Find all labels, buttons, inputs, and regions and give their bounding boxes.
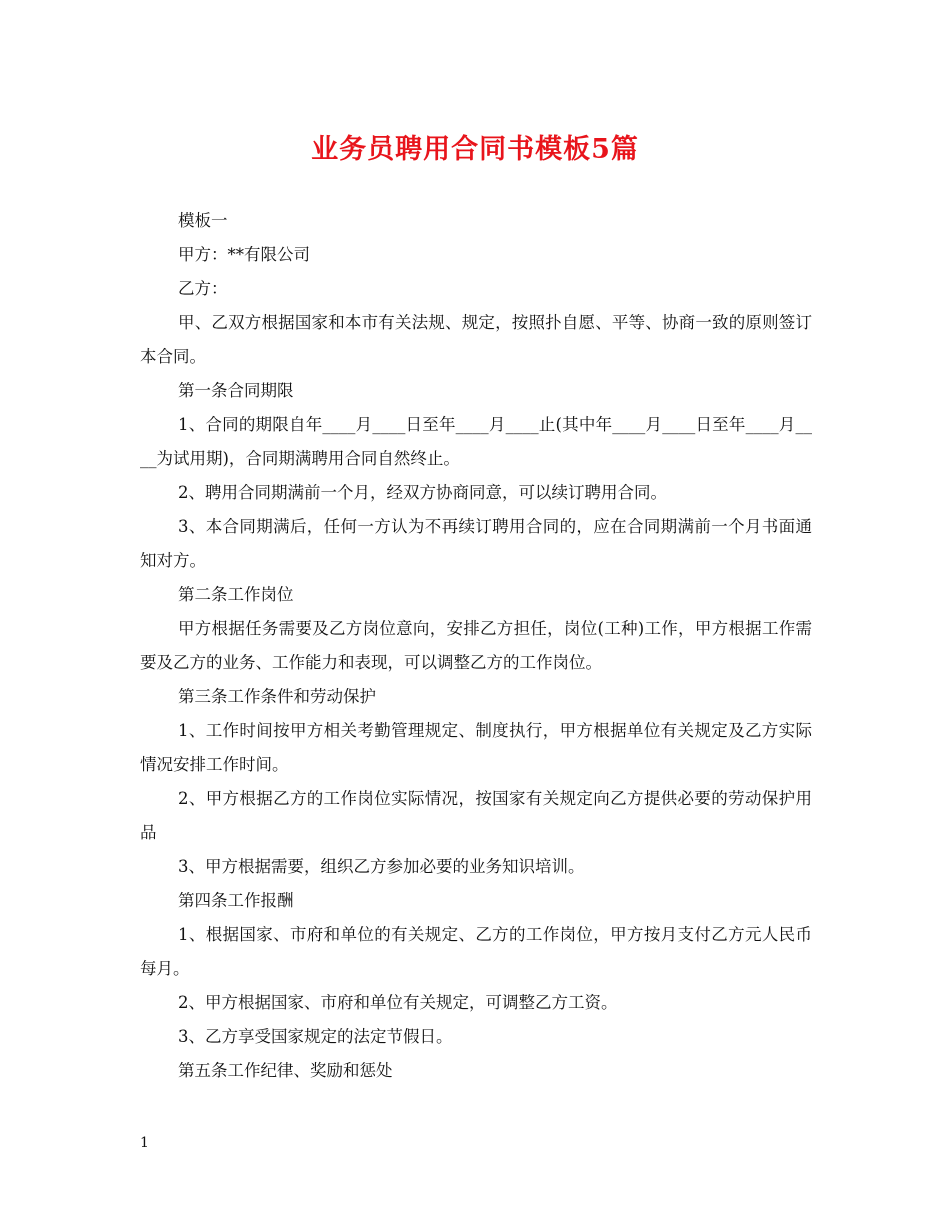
paragraph-pay-2: 2、甲方根据国家、市府和单位有关规定，可调整乙方工资。 [178,993,618,1012]
paragraph-preamble: 甲、乙双方根据国家和本市有关法规、规定，按照扑自愿、平等、协商一致的原则签订本合同。 [140,313,812,366]
section-heading-discipline: 第五条工作纪律、奖励和惩处 [178,1061,393,1080]
paragraph-conditions-2: 2、甲方根据乙方的工作岗位实际情况，按国家有关规定向乙方提供必要的劳动保护用品 [140,789,812,842]
paragraph-conditions-3: 3、甲方根据需要，组织乙方参加必要的业务知识培训。 [178,857,585,876]
paragraph-party-b: 乙方： [178,279,228,298]
paragraph-pay-3: 3、乙方享受国家规定的法定节假日。 [178,1027,453,1046]
paragraph-template-label: 模板一 [178,211,228,230]
paragraph-term-3: 3、本合同期满后，任何一方认为不再续订聘用合同的，应在合同期满前一个月书面通知对方。 [140,517,812,570]
section-heading-position: 第二条工作岗位 [178,585,294,604]
section-heading-pay: 第四条工作报酬 [178,891,294,910]
page-number: 1 [140,1135,149,1151]
section-heading-term: 第一条合同期限 [178,381,294,400]
paragraph-term-2: 2、聘用合同期满前一个月，经双方协商同意，可以续订聘用合同。 [178,483,667,502]
paragraph-pay-1: 1、根据国家、市府和单位的有关规定、乙方的工作岗位，甲方按月支付乙方元人民币每月。 [140,925,812,978]
paragraph-position: 甲方根据任务需要及乙方岗位意向，安排乙方担任，岗位(工种)工作，甲方根据工作需要及乙方的业务、工作能力和表现，可以调整乙方的工作岗位。 [140,619,812,672]
paragraph-conditions-1: 1、工作时间按甲方相关考勤管理规定、制度执行，甲方根据单位有关规定及乙方实际情况安排工作时间。 [140,721,812,774]
paragraph-term-1: 1、合同的期限自年____月____日至年____月____止(其中年____月____日至年____月____为试用期)，合同期满聘用合同自然终止。 [140,415,812,468]
document-body [140,204,812,1088]
document-title: 业务员聘用合同书模板5篇 [311,134,639,165]
paragraph-party-a: 甲方：**有限公司 [178,245,310,264]
section-heading-conditions: 第三条工作条件和劳动保护 [178,687,376,706]
